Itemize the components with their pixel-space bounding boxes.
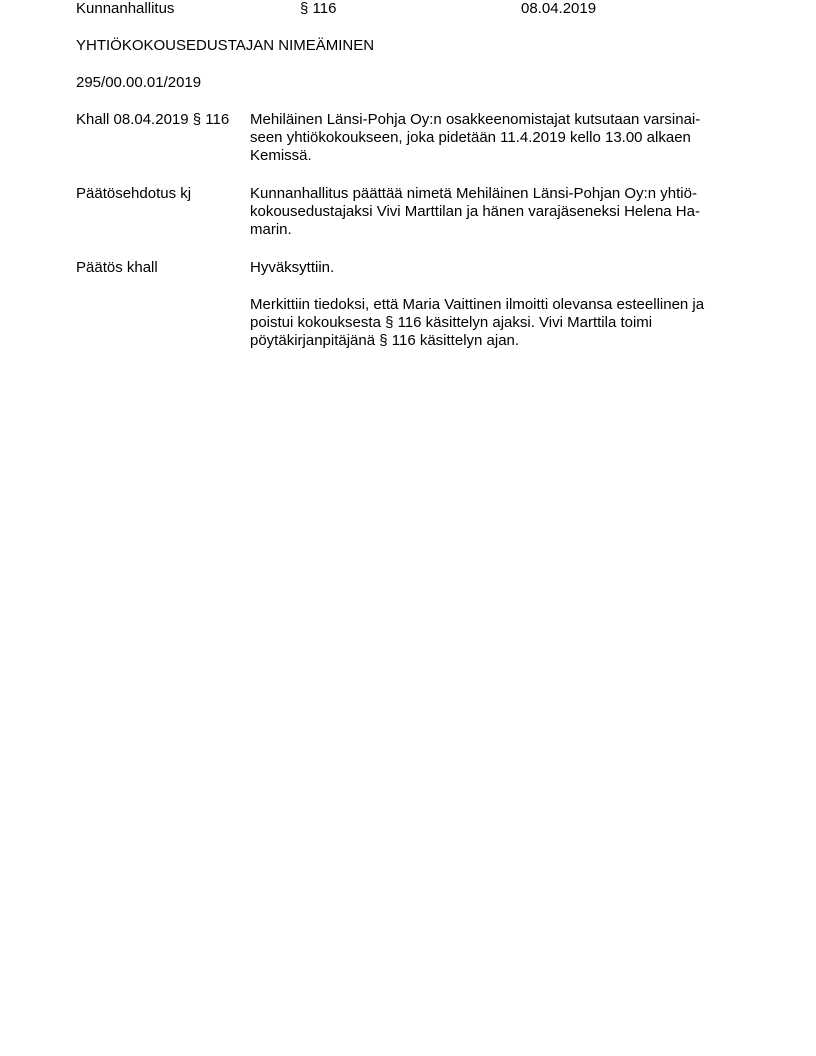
text-line: Mehiläinen Länsi-Pohja Oy:n osakkeenomistajat kutsutaan varsinai- (250, 111, 701, 128)
decision-note (250, 296, 745, 351)
text-line: marin. (250, 221, 292, 239)
item-label-proposal: Päätösehdotus kj (76, 185, 192, 202)
item-text-proposal (250, 185, 745, 240)
text-line: seen yhtiökokoukseen, joka pidetään 11.4.2019 kello 13.00 alkaen (250, 129, 691, 147)
header-date: 08.04.2019 (521, 0, 597, 17)
text-line: kokousedustajaksi Vivi Marttilan ja hänen varajäseneksi Helena Ha- (250, 203, 700, 221)
text-line: Merkittiin tiedoksi, että Maria Vaittinen ilmoitti olevansa esteellinen ja (250, 296, 705, 313)
text-line: poistui kokouksesta § 116 käsittelyn ajaksi. Vivi Marttila toimi (250, 314, 653, 332)
header-body-name: Kunnanhallitus (76, 0, 175, 17)
text-line: pöytäkirjanpitäjänä § 116 käsittelyn ajan. (250, 332, 520, 350)
document-title: YHTIÖKOKOUSEDUSTAJAN NIMEÄMINEN (76, 37, 375, 54)
text-line: Kemissä. (250, 147, 312, 165)
item-label-khall: Khall 08.04.2019 § 116 (76, 111, 230, 128)
record-number: 295/00.00.01/2019 (76, 74, 202, 91)
text-line: Hyväksyttiin. (250, 259, 335, 276)
text-line: Kunnanhallitus päättää nimetä Mehiläinen Länsi-Pohjan Oy:n yhtiö- (250, 185, 697, 202)
header-section: § 116 (300, 0, 337, 17)
item-text-decision (250, 259, 745, 277)
item-text-khall (250, 111, 745, 166)
item-label-decision: Päätös khall (76, 259, 158, 276)
